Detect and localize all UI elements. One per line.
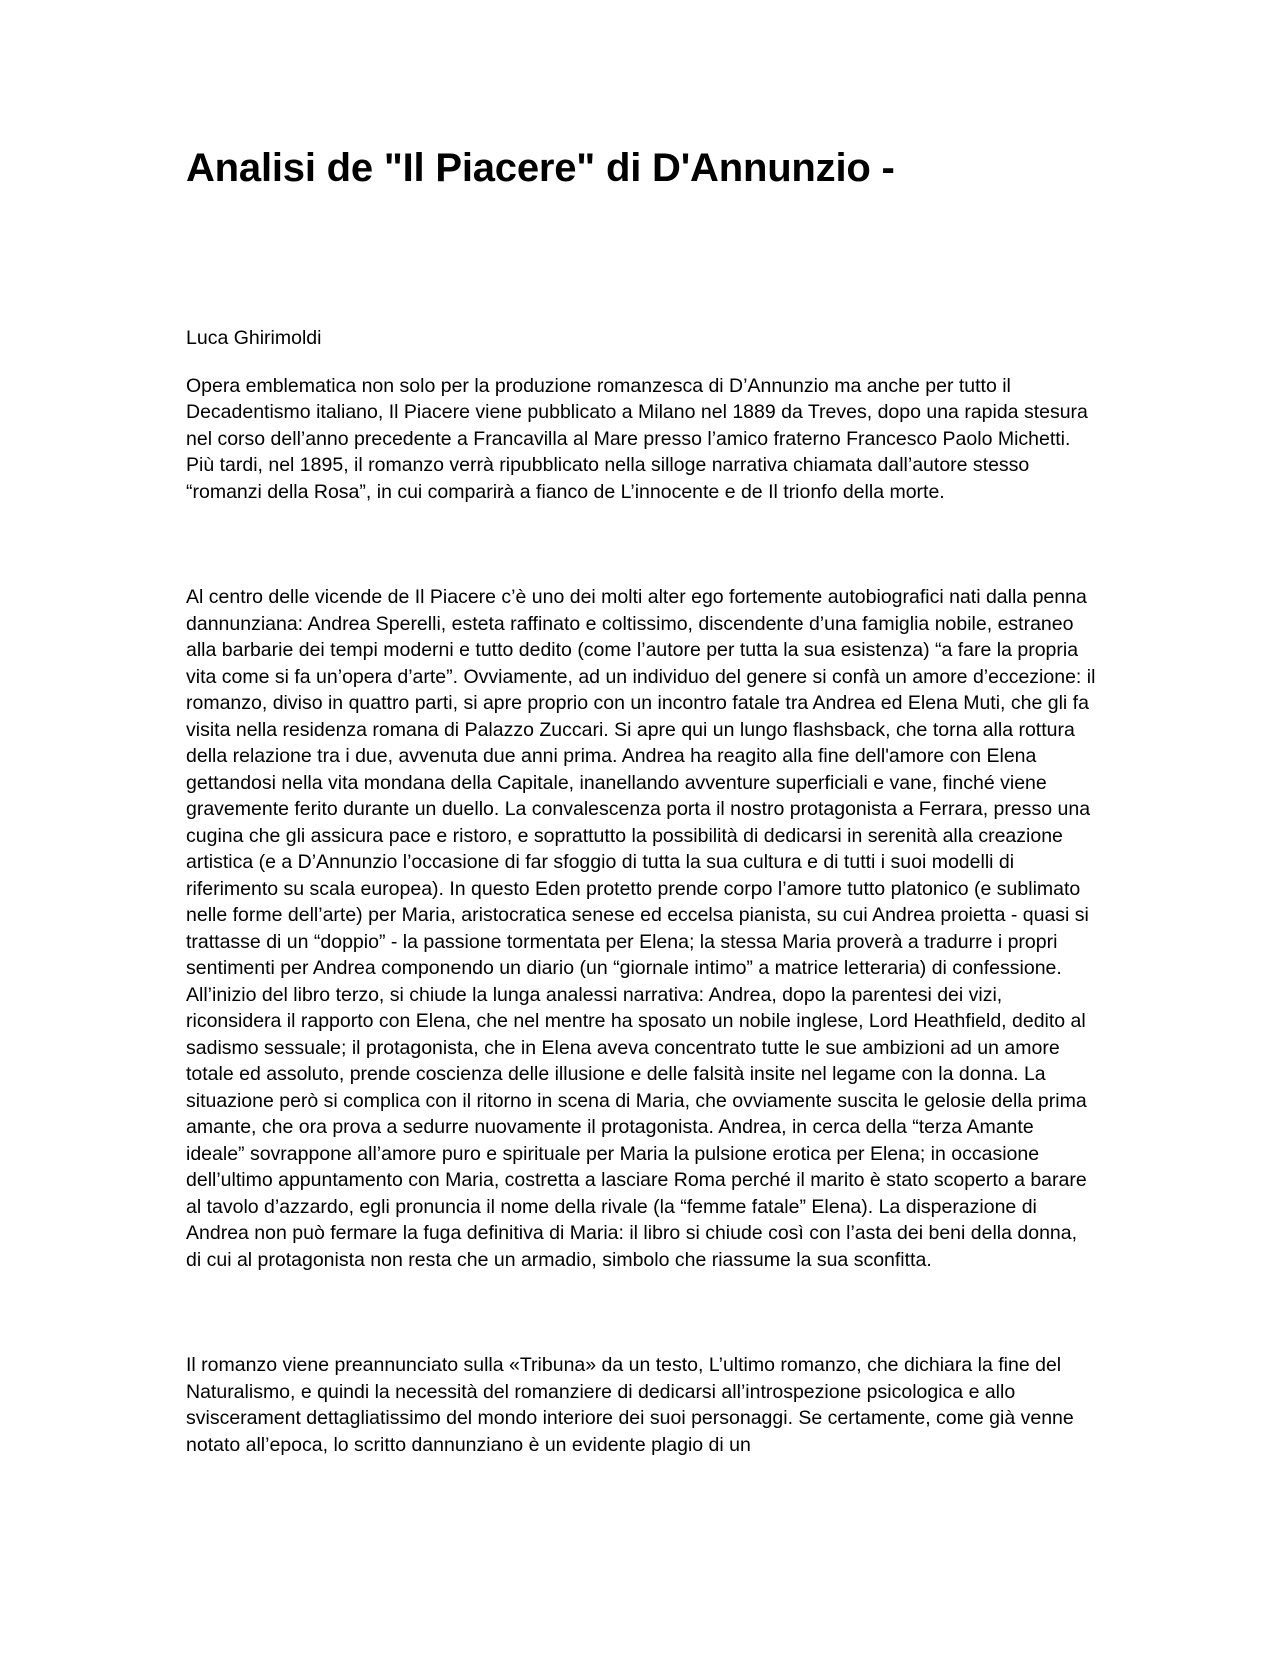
author-name: Luca Ghirimoldi	[186, 327, 322, 349]
paragraph-intro: Opera emblematica non solo per la produzione romanzesca di D’Annunzio ma anche per tutto il Decadentismo italiano, Il Piacere viene pubblicato a Milano nel 1889 da Treves, dopo una rapida stesura nel corso dell’anno precedente a Francavilla al Mare presso l’amico fraterno Francesco Paolo Michetti. Più tardi, nel 1895, il romanzo verrà ripubblicato nella silloge narrativa chiamata dall’autore stesso “romanzi della Rosa”, in cui comparirà a fianco de L’innocente e de Il trionfo della morte.	[186, 374, 1088, 503]
paragraph-plot: Al centro delle vicende de Il Piacere c’è uno dei molti alter ego fortemente autobiografici nati dalla penna dannunziana: Andrea Sperelli, esteta raffinato e coltissimo, discendente d’una famiglia nobile, estraneo alla barbarie dei tempi moderni e tutto dedito (come l’autore per tutta la sua esistenza) “a fare la propria vita come si fa un’opera d’arte”. Ovviamente, ad un individuo del genere si confà un amore d’eccezione: il romanzo, diviso in quattro parti, si apre proprio con un incontro fatale tra Andrea ed Elena Muti, che gli fa visita nella residenza romana di Palazzo Zuccari. Si apre qui un lungo flashsback, che torna alla rottura della relazione tra i due, avvenuta due anni prima. Andrea ha reagito alla fine dell'amore con Elena gettandosi nella vita mondana della Capitale, inanellando avventure superficiali e vane, finché viene gravemente ferito durante un duello. La convalescenza porta il nostro protagonista a Ferrara, presso una cugina che gli assicura pace e ristoro, e soprattutto la possibilità di dedicarsi in serenità alla creazione artistica (e a D’Annunzio l’occasione di far sfoggio di tutta la sua cultura e di tutti i suoi modelli di riferimento su scala europea). In questo Eden protetto prende corpo l’amore tutto platonico (e sublimato nelle forme dell’arte) per Maria, aristocratica senese ed eccelsa pianista, su cui Andrea proietta - quasi si trattasse di un “doppio” - la passione tormentata per Elena; la stessa Maria proverà a tradurre i propri sentimenti per Andrea componendo un diario (un “giornale intimo” a matrice letteraria) di confessione. All’inizio del libro terzo, si chiude la lunga analessi narrativa: Andrea, dopo la parentesi dei vizi, riconsidera il rapporto con Elena, che nel mentre ha sposato un nobile inglese, Lord Heathfield, dedito al sadismo sessuale; il protagonista, che in Elena aveva concentrato tutte le sue ambizioni ad un amore totale ed assoluto, prende coscienza delle illusione e delle falsità insite nel legame con la donna. La situazione però si complica con il ritorno in scena di Maria, che ovviamente suscita le gelosie della prima amante, che ora prova a sedurre nuovamente il protagonista. Andrea, in cerca della “terza Amante ideale” sovrappone all’amore puro e spirituale per Maria la pulsione erotica per Elena; in occasione dell’ultimo appuntamento con Maria, costretta a lasciare Roma perché il marito è stato scoperto a barare al tavolo d’azzardo, egli pronuncia il nome della rivale (la “femme fatale” Elena). La disperazione di Andrea non può fermare la fuga definitiva di Maria: il libro si chiude così con l’asta dei beni della donna, di cui al protagonista non resta che un armadio, simbolo che riassume la sua sconfitta.	[186, 586, 1096, 1271]
document-title: Analisi de "Il Piacere" di D'Annunzio -	[186, 146, 895, 190]
paragraph-context: Il romanzo viene preannunciato sulla «Tribuna» da un testo, L’ultimo romanzo, che dichiara la fine del Naturalismo, e quindi la necessità del romanziere di dedicarsi all’introspezione psicologica e allo sviscerament dettagliatissimo del mondo interiore dei suoi personaggi. Se certamente, come già venne notato all’epoca, lo scritto dannunziano è un evidente plagio di un	[186, 1354, 1074, 1456]
document-content	[186, 128, 1096, 1458]
